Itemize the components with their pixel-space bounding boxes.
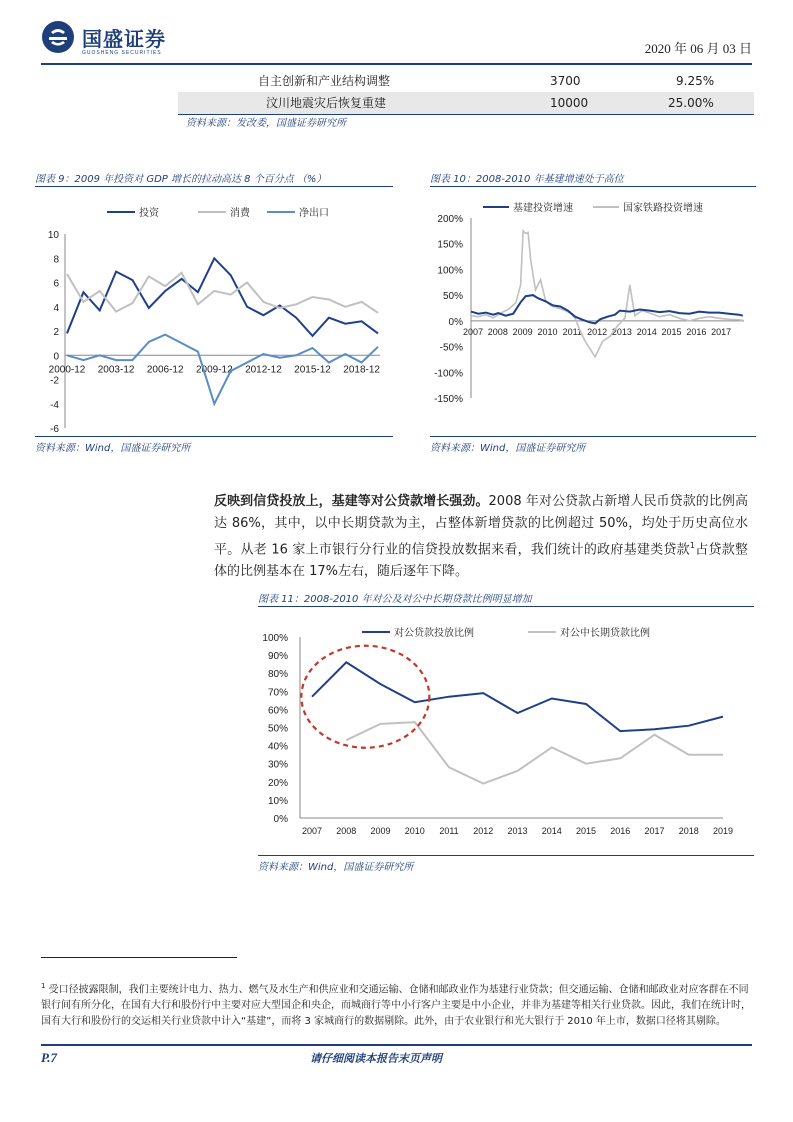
body-paragraph bbox=[214, 491, 748, 583]
x-tick-label: 2019 bbox=[712, 826, 734, 836]
series-line-投资 bbox=[67, 258, 378, 336]
x-tick-label: 2014 bbox=[636, 326, 657, 337]
x-tick-label: 2003-12 bbox=[97, 364, 135, 376]
x-tick-label: 2009-12 bbox=[195, 364, 233, 376]
footnote-text: 受口径披露限制，我们主要统计电力、热力、燃气及水生产和供应业和交通运输、仓储和邮政业作为基建行业贷款；但交通运输、仓储和邮政业对应客群在不同银行间有所分化，在国有大行和股份行中主要对应大型国企和央企，而城商行等中小行客户主要是中小企业，并非为基建等相关行业贷款。因此，我们在统计时，国有大行和股份行的交运相关行业贷款中计入“基建”，而将 3 家城商行的数据剔除。此外，由于农业银行和光大银行于 2010 年上市，数据口径将其剔除。 bbox=[41, 984, 751, 1028]
fig11-title-rule bbox=[258, 606, 754, 607]
fig10-bottom-rule bbox=[430, 436, 756, 437]
x-tick-label: 2011 bbox=[439, 826, 459, 836]
footnote-ref[interactable]: 1 bbox=[689, 541, 695, 550]
page-number: P.7 bbox=[41, 1050, 58, 1065]
x-tick-label: 2016 bbox=[686, 326, 707, 337]
y-tick-label: -150% bbox=[434, 394, 463, 405]
series-line-对公中长期贷款比例 bbox=[346, 722, 723, 784]
x-tick-label: 2007 bbox=[462, 326, 484, 337]
fig11-source: 资料来源：Wind，国盛证券研究所 bbox=[258, 862, 414, 873]
logo-icon bbox=[41, 20, 75, 54]
fig11-title: 图表 11：2008-2010 年对公及对公中长期贷款比例明显增加 bbox=[258, 594, 532, 605]
x-tick-label: 2008 bbox=[487, 326, 508, 337]
x-tick-label: 2013 bbox=[507, 826, 528, 836]
investment-table bbox=[178, 70, 754, 115]
y-tick-label: 150% bbox=[437, 239, 463, 251]
fig10-source: 资料来源：Wind，国盛证券研究所 bbox=[430, 443, 586, 454]
y-tick-label: 8 bbox=[53, 254, 59, 266]
fig9-bottom-rule bbox=[35, 436, 393, 437]
paragraph-tail: 占贷款整体的比例基本在 17%左右，随后逐年下降。 bbox=[214, 542, 748, 580]
legend-label: 净出口 bbox=[299, 208, 329, 219]
header-divider bbox=[41, 63, 752, 65]
legend-label: 对公贷款投放比例 bbox=[394, 628, 474, 639]
y-tick-label: 50% bbox=[267, 723, 288, 735]
logo-subtitle: GUOSHENG SECURITIES bbox=[82, 50, 162, 56]
y-tick-label: 100% bbox=[262, 633, 288, 644]
y-tick-label: 4 bbox=[53, 302, 59, 314]
fig10-title-rule bbox=[430, 186, 756, 187]
y-tick-label: 10% bbox=[267, 795, 288, 807]
y-tick-label: -2 bbox=[50, 375, 59, 387]
logo-name: 国盛证券 bbox=[82, 27, 166, 51]
fig9-title-rule bbox=[35, 186, 393, 187]
table-cell-item: 自主创新和产业结构调整 bbox=[258, 74, 391, 88]
y-tick-label: 40% bbox=[267, 741, 288, 753]
report-date: 2020 年 06 月 03 日 bbox=[644, 41, 752, 56]
x-tick-label: 2008 bbox=[336, 826, 357, 836]
series-line-国家铁路投资增速 bbox=[471, 231, 743, 357]
legend-label: 投资 bbox=[139, 208, 159, 219]
y-tick-label: 70% bbox=[267, 687, 288, 699]
fig9-title: 图表 9：2009 年投资对 GDP 增长的拉动高达 8 个百分点 （%） bbox=[35, 174, 327, 185]
fig10-title: 图表 10：2008-2010 年基建增速处于高位 bbox=[430, 174, 624, 185]
x-tick-label: 2015 bbox=[661, 326, 682, 337]
x-tick-label: 2018 bbox=[678, 826, 699, 836]
legend-label: 基建投资增速 bbox=[513, 203, 573, 214]
x-tick-label: 2015 bbox=[575, 826, 597, 836]
fig9-source: 资料来源：Wind，国盛证券研究所 bbox=[35, 443, 191, 454]
x-tick-label: 2017 bbox=[644, 826, 665, 836]
x-tick-label: 2010 bbox=[537, 326, 558, 337]
y-tick-label: -6 bbox=[50, 424, 59, 435]
footer-divider bbox=[41, 1044, 752, 1046]
x-tick-label: 2010 bbox=[404, 826, 425, 836]
y-tick-label: 0% bbox=[448, 316, 463, 328]
x-tick-label: 2011 bbox=[562, 326, 582, 337]
y-tick-label: 80% bbox=[267, 669, 288, 681]
table-cell-share: 9.25% bbox=[676, 74, 715, 88]
disclaimer-notice: 请仔细阅读本报告末页声明 bbox=[310, 1052, 442, 1065]
footnote-marker: 1 bbox=[41, 982, 46, 990]
x-tick-label: 2014 bbox=[541, 826, 562, 836]
x-tick-label: 2017 bbox=[711, 326, 732, 337]
x-tick-label: 2000-12 bbox=[48, 364, 86, 376]
series-line-基建投资增速 bbox=[471, 295, 743, 323]
x-tick-label: 2018-12 bbox=[343, 364, 380, 376]
x-tick-label: 2012-12 bbox=[245, 364, 282, 376]
table-cell-share: 25.00% bbox=[668, 96, 714, 110]
footnote-divider bbox=[41, 957, 237, 958]
y-tick-label: -50% bbox=[439, 342, 463, 354]
x-tick-label: 2013 bbox=[611, 326, 632, 337]
y-tick-label: 6 bbox=[53, 278, 59, 290]
legend-label: 消费 bbox=[230, 208, 250, 219]
paragraph-body: 2008 年对公贷款占新增人民币贷款的比例高达 86%，其中，以中长期贷款为主，占整体新增贷款的比例超过 50%，均处于历史高位水平。从老 16 家上市银行分行业的信贷投放数据来看，我们统计的政府基建类贷款 bbox=[214, 494, 748, 558]
y-tick-label: 90% bbox=[267, 651, 288, 663]
footnote bbox=[41, 978, 752, 1030]
highlight-circle bbox=[301, 646, 429, 748]
table-row bbox=[178, 92, 754, 114]
fig9-chart bbox=[35, 190, 393, 435]
x-tick-label: 2012 bbox=[587, 326, 608, 337]
y-tick-label: 60% bbox=[267, 705, 288, 717]
header bbox=[0, 0, 793, 66]
y-tick-label: 30% bbox=[267, 759, 288, 771]
x-tick-label: 2009 bbox=[512, 326, 533, 337]
fig11-bottom-rule bbox=[258, 855, 754, 856]
legend-label: 国家铁路投资增速 bbox=[623, 203, 703, 214]
series-line-对公贷款投放比例 bbox=[312, 662, 723, 731]
table-cell-amount: 10000 bbox=[550, 96, 589, 110]
y-tick-label: 200% bbox=[437, 214, 463, 225]
y-tick-label: -4 bbox=[50, 399, 59, 411]
legend-label: 对公中长期贷款比例 bbox=[560, 628, 650, 639]
fig11-chart bbox=[258, 612, 754, 852]
y-tick-label: 0% bbox=[273, 814, 288, 825]
x-tick-label: 2016 bbox=[610, 826, 631, 836]
table-row bbox=[178, 70, 754, 92]
fig10-chart bbox=[430, 190, 756, 435]
table-source: 资料来源：发改委，国盛证券研究所 bbox=[186, 118, 346, 129]
y-tick-label: 20% bbox=[267, 777, 288, 789]
y-tick-label: 50% bbox=[442, 291, 463, 303]
x-tick-label: 2006-12 bbox=[146, 364, 184, 376]
x-tick-label: 2007 bbox=[301, 826, 323, 836]
y-tick-label: 0 bbox=[53, 351, 59, 363]
y-tick-label: 100% bbox=[437, 265, 463, 277]
y-tick-label: 10 bbox=[47, 230, 59, 241]
paragraph-lead: 反映到信贷投放上，基建等对公贷款增长强劲。 bbox=[214, 494, 489, 509]
x-tick-label: 2012 bbox=[473, 826, 494, 836]
x-tick-label: 2015-12 bbox=[294, 364, 331, 376]
x-tick-label: 2009 bbox=[370, 826, 391, 836]
table-cell-amount: 3700 bbox=[550, 74, 581, 88]
y-tick-label: -100% bbox=[434, 368, 463, 380]
table-cell-item: 汶川地震灾后恢复重建 bbox=[266, 96, 387, 110]
y-tick-label: 2 bbox=[53, 327, 59, 338]
